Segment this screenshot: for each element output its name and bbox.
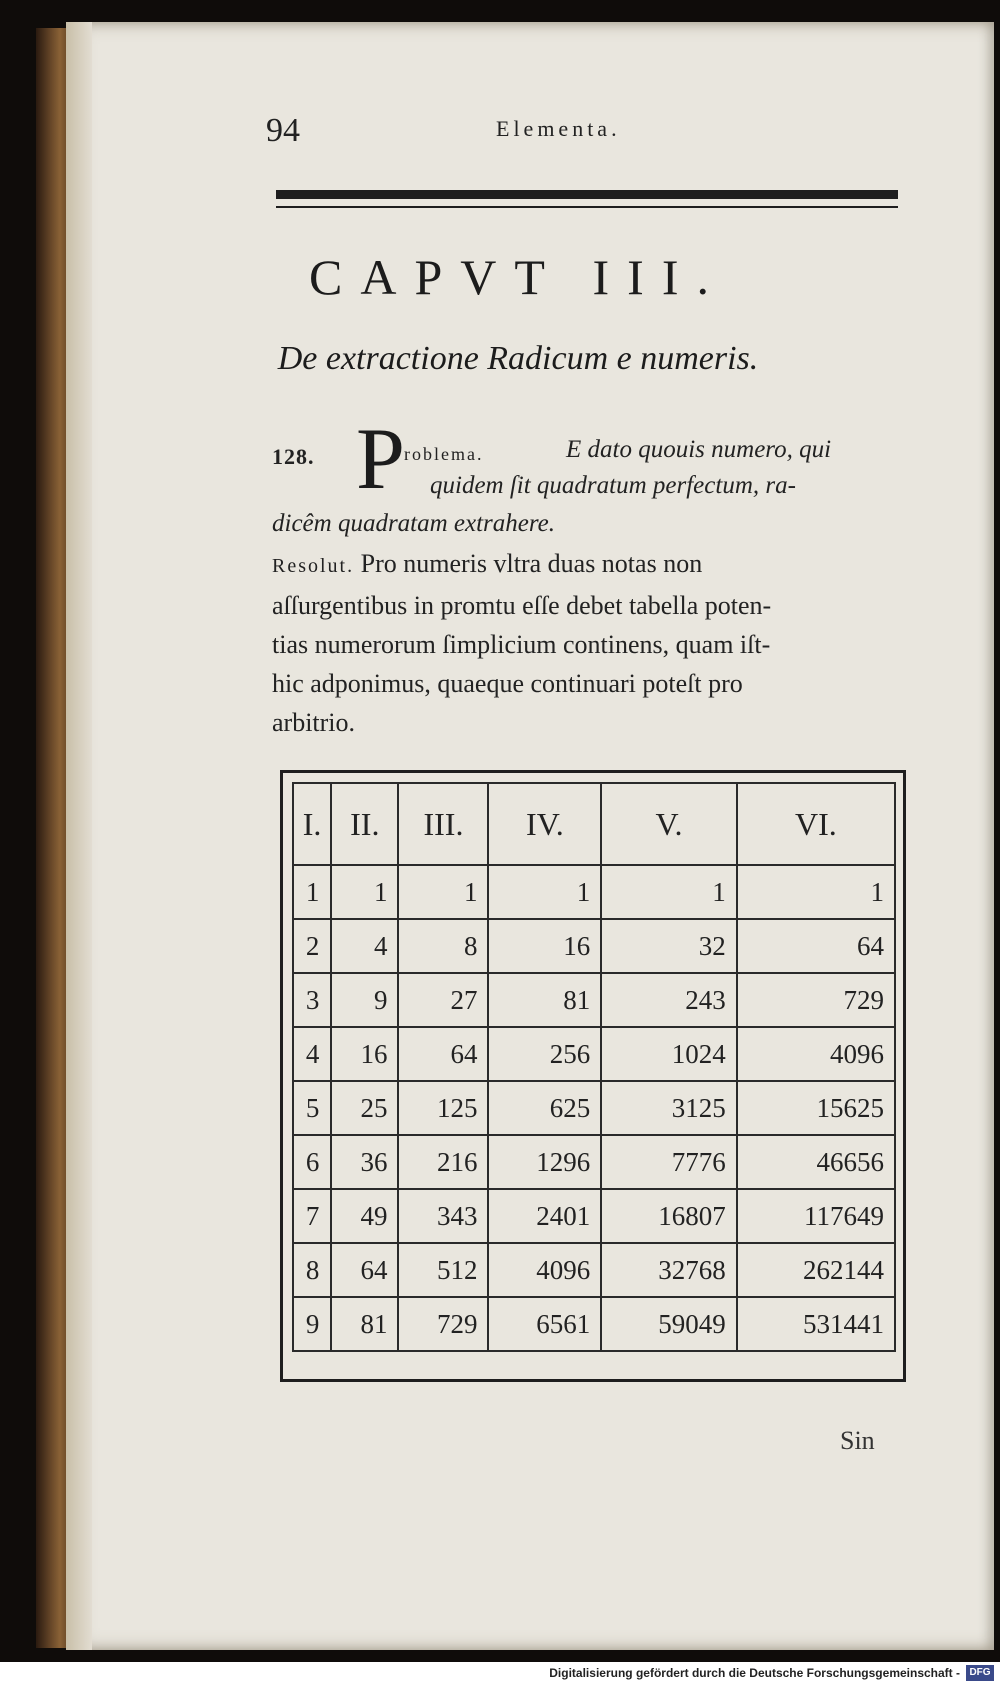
resolution-line bbox=[272, 544, 912, 586]
resolution-label: Resolut. bbox=[272, 555, 355, 577]
table-cell: 4096 bbox=[737, 1027, 895, 1081]
resolution-line: hic adponimus, quaeque continuari poteſt pro bbox=[272, 669, 743, 698]
table-cell: 343 bbox=[398, 1189, 488, 1243]
table-cell: 3125 bbox=[601, 1081, 736, 1135]
table-row bbox=[293, 865, 895, 919]
powers-table bbox=[292, 782, 896, 1352]
table-cell: 8 bbox=[293, 1243, 331, 1297]
table-cell: 7 bbox=[293, 1189, 331, 1243]
column-header: I. bbox=[293, 783, 331, 865]
table-cell: 216 bbox=[398, 1135, 488, 1189]
table-cell: 1 bbox=[293, 865, 331, 919]
table-cell: 4 bbox=[331, 919, 398, 973]
column-header: III. bbox=[398, 783, 488, 865]
table-cell: 117649 bbox=[737, 1189, 895, 1243]
table-cell: 1 bbox=[398, 865, 488, 919]
table-row bbox=[293, 1297, 895, 1351]
table-cell: 729 bbox=[398, 1297, 488, 1351]
table-cell: 16 bbox=[331, 1027, 398, 1081]
table-cell: 1024 bbox=[601, 1027, 736, 1081]
table-cell: 81 bbox=[331, 1297, 398, 1351]
table-row bbox=[293, 1081, 895, 1135]
running-head bbox=[0, 112, 1000, 152]
table-cell: 27 bbox=[398, 973, 488, 1027]
resolution-paragraph bbox=[272, 544, 912, 742]
table-cell: 125 bbox=[398, 1081, 488, 1135]
table-cell: 7776 bbox=[601, 1135, 736, 1189]
page-number: 94 bbox=[266, 112, 300, 149]
table-cell: 25 bbox=[331, 1081, 398, 1135]
table-cell: 262144 bbox=[737, 1243, 895, 1297]
table-header-row bbox=[293, 783, 895, 865]
table-cell: 5 bbox=[293, 1081, 331, 1135]
table-cell: 8 bbox=[398, 919, 488, 973]
table-cell: 4 bbox=[293, 1027, 331, 1081]
table-cell: 6 bbox=[293, 1135, 331, 1189]
table-cell: 16807 bbox=[601, 1189, 736, 1243]
table-cell: 4096 bbox=[488, 1243, 601, 1297]
table-row bbox=[293, 1135, 895, 1189]
catchword: Sin bbox=[840, 1426, 875, 1455]
table-cell: 59049 bbox=[601, 1297, 736, 1351]
table-cell: 64 bbox=[398, 1027, 488, 1081]
drop-cap: P bbox=[356, 411, 405, 508]
problem-label: roblema. bbox=[404, 444, 484, 464]
table-cell: 729 bbox=[737, 973, 895, 1027]
digitization-footer bbox=[0, 1662, 1000, 1687]
table-cell: 46656 bbox=[737, 1135, 895, 1189]
column-header: IV. bbox=[488, 783, 601, 865]
table-cell: 64 bbox=[737, 919, 895, 973]
table-cell: 36 bbox=[331, 1135, 398, 1189]
table-cell: 6561 bbox=[488, 1297, 601, 1351]
resolution-line: arbitrio. bbox=[272, 708, 356, 737]
table-body bbox=[293, 865, 895, 1351]
paragraph-number: 128. bbox=[272, 444, 315, 469]
table-row bbox=[293, 919, 895, 973]
table-cell: 1 bbox=[737, 865, 895, 919]
table-cell: 2 bbox=[293, 919, 331, 973]
problem-text-line: dicêm quadratam extrahere. bbox=[272, 510, 556, 537]
table-cell: 3 bbox=[293, 973, 331, 1027]
table-cell: 2401 bbox=[488, 1189, 601, 1243]
table-cell: 512 bbox=[398, 1243, 488, 1297]
table-cell: 9 bbox=[293, 1297, 331, 1351]
resolution-line: tias numerorum ſimplicium continens, quam iſt- bbox=[272, 630, 771, 659]
table-cell: 243 bbox=[601, 973, 736, 1027]
resolution-line: aſſurgentibus in promtu eſſe debet tabella poten- bbox=[272, 591, 772, 620]
table-cell: 1 bbox=[488, 865, 601, 919]
table-cell: 32768 bbox=[601, 1243, 736, 1297]
table-cell: 1 bbox=[331, 865, 398, 919]
table-cell: 32 bbox=[601, 919, 736, 973]
table-cell: 81 bbox=[488, 973, 601, 1027]
table-cell: 256 bbox=[488, 1027, 601, 1081]
column-header: V. bbox=[601, 783, 736, 865]
table-cell: 16 bbox=[488, 919, 601, 973]
dfg-logo: DFG bbox=[966, 1665, 994, 1681]
table-cell: 49 bbox=[331, 1189, 398, 1243]
table-cell: 531441 bbox=[737, 1297, 895, 1351]
header-rule-thin bbox=[276, 206, 898, 208]
column-header: VI. bbox=[737, 783, 895, 865]
table-row bbox=[293, 1243, 895, 1297]
table-cell: 64 bbox=[331, 1243, 398, 1297]
table-cell: 1296 bbox=[488, 1135, 601, 1189]
chapter-title: CAPVT III. bbox=[309, 249, 727, 305]
problem-text-line: quidem ſit quadratum perfectum, ra- bbox=[430, 472, 796, 499]
column-header: II. bbox=[331, 783, 398, 865]
header-rule-thick bbox=[276, 190, 898, 199]
table-cell: 15625 bbox=[737, 1081, 895, 1135]
footer-text: Digitalisierung gefördert durch die Deutsche Forschungsgemeinschaft - bbox=[549, 1666, 960, 1680]
chapter-subtitle: De extractione Radicum e numeris. bbox=[277, 340, 759, 377]
table-row bbox=[293, 973, 895, 1027]
running-head-title: Elementa. bbox=[496, 116, 621, 141]
problem-text-line: E dato quouis numero, qui bbox=[566, 436, 832, 463]
resolution-text: Pro numeris vltra duas notas non bbox=[360, 549, 703, 578]
table-cell: 9 bbox=[331, 973, 398, 1027]
table-cell: 1 bbox=[601, 865, 736, 919]
table-row bbox=[293, 1189, 895, 1243]
table-cell: 625 bbox=[488, 1081, 601, 1135]
table-row bbox=[293, 1027, 895, 1081]
